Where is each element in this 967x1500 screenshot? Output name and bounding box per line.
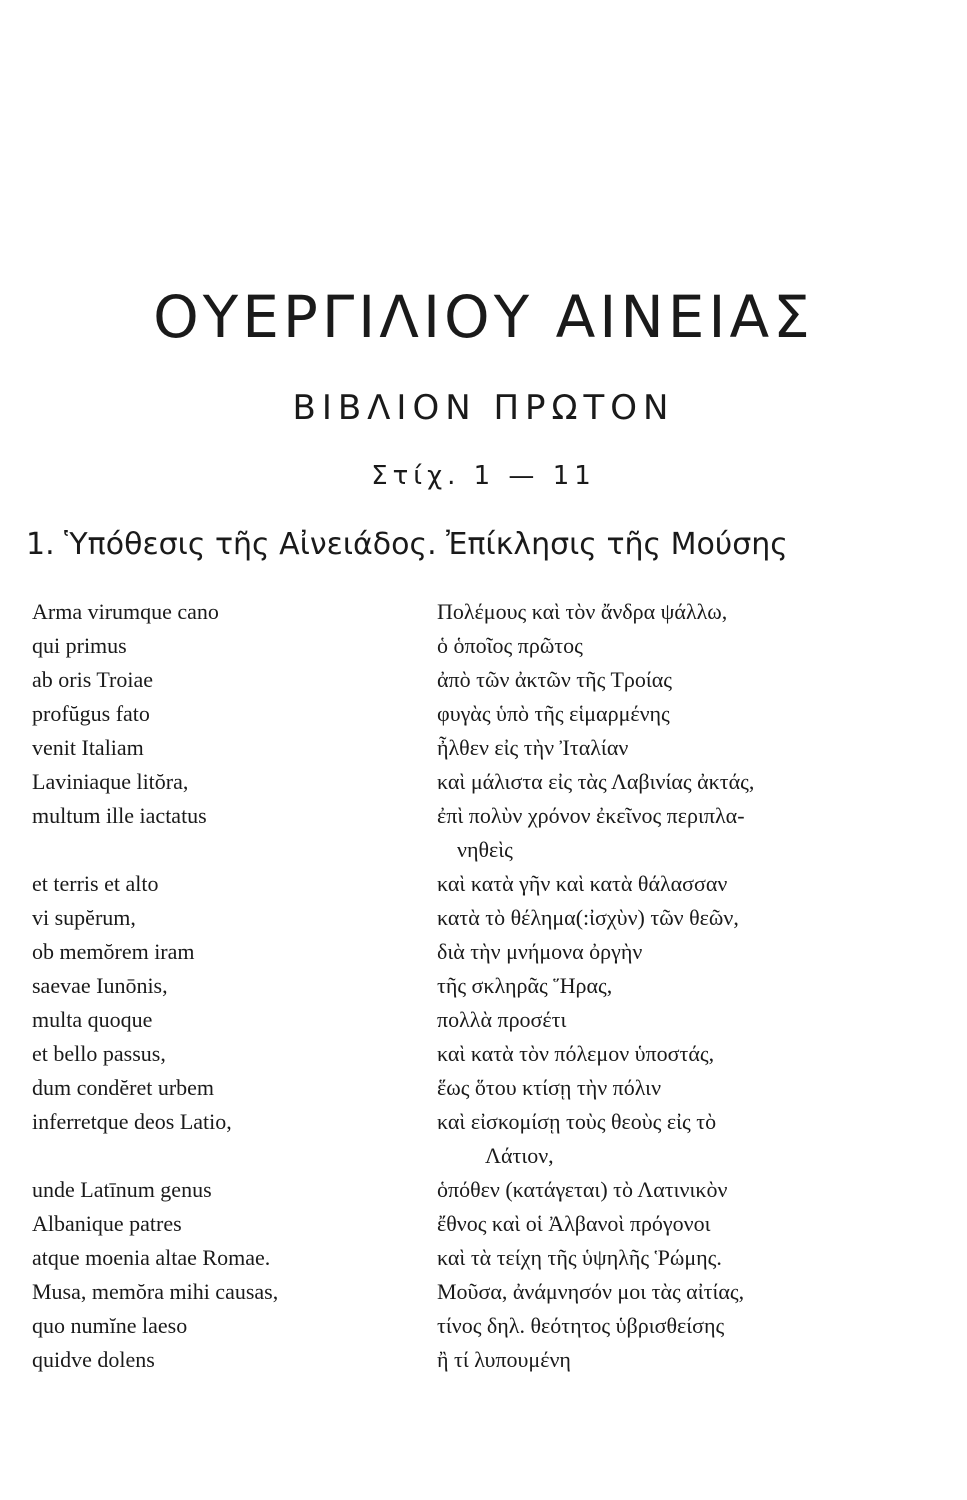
- greek-line: τίνος δηλ. θεότητος ὑβρισθείσης: [437, 1313, 725, 1338]
- latin-line: quo numĭne laeso: [32, 1313, 188, 1338]
- latin-line: venit Italiam: [32, 735, 144, 760]
- greek-line: τῆς σκληρᾶς Ἥρας,: [437, 973, 613, 998]
- latin-line: et terris et alto: [32, 871, 159, 896]
- latin-line: et bello passus,: [32, 1041, 166, 1066]
- greek-line: καὶ τὰ τείχη τῆς ὑψηλῆς Ῥώμης.: [437, 1245, 722, 1270]
- greek-line: Μοῦσα, ἀνάμνησόν μοι τὰς αἰτίας,: [437, 1279, 745, 1304]
- greek-line: καὶ μάλιστα εἰς τὰς Λαβινίας ἀκτάς,: [437, 769, 755, 794]
- latin-line: multa quoque: [32, 1007, 153, 1032]
- latin-line: multum ille iactatus: [32, 803, 207, 828]
- book-subtitle: ΒΙΒΛΙΟΝ ΠΡΩΤΟΝ: [292, 388, 675, 428]
- latin-line: quidve dolens: [32, 1347, 155, 1372]
- greek-line: ἀπὸ τῶν ἀκτῶν τῆς Τροίας: [437, 667, 673, 692]
- greek-line: Λάτιον,: [485, 1143, 554, 1168]
- latin-line: Musa, memŏra mihi causas,: [32, 1279, 279, 1304]
- greek-line: ἔθνος καὶ οἱ Ἀλβανοὶ πρόγονοι: [437, 1211, 711, 1236]
- latin-line: vi supĕrum,: [32, 905, 136, 930]
- latin-line: saevae Iunōnis,: [32, 973, 168, 998]
- greek-line: καὶ κατὰ γῆν καὶ κατὰ θάλασσαν: [437, 871, 728, 896]
- greek-line: ἐπὶ πολὺν χρόνον ἐκεῖνος περιπλα-: [437, 803, 745, 828]
- greek-line: διὰ τὴν μνήμονα ὀργὴν: [437, 939, 643, 964]
- greek-line: καὶ κατὰ τὸν πόλεμον ὑποστάς,: [437, 1041, 715, 1066]
- latin-line: Arma virumque cano: [32, 599, 219, 624]
- greek-line: ὁπόθεν (κατάγεται) τὸ Λατινικὸν: [437, 1177, 728, 1202]
- greek-line: νηθεὶς: [457, 837, 513, 862]
- greek-line: Πολέμους καὶ τὸν ἄνδρα ψάλλω,: [437, 599, 728, 624]
- section-heading: 1. Ὑπόθεσις τῆς Αἰνειάδος. Ἐπίκλησις τῆς Μούσης: [26, 527, 788, 562]
- greek-line: ἢ τί λυπουμένη: [437, 1347, 571, 1372]
- greek-line: καὶ εἰσκομίσῃ τοὺς θεοὺς εἰς τὸ: [437, 1109, 717, 1134]
- latin-line: ob memŏrem iram: [32, 939, 195, 964]
- greek-line: φυγὰς ὑπὸ τῆς εἱμαρμένης: [437, 701, 670, 726]
- greek-line: πολλὰ προσέτι: [437, 1007, 567, 1032]
- latin-line: inferretque deos Latio,: [32, 1109, 232, 1134]
- latin-line: profŭgus fato: [32, 701, 150, 726]
- latin-line: unde Latīnum genus: [32, 1177, 212, 1202]
- greek-line: ἦλθεν εἰς τὴν Ἰταλίαν: [437, 735, 629, 760]
- latin-line: atque moenia altae Romae.: [32, 1245, 271, 1270]
- greek-line: ἕως ὅτου κτίσῃ τὴν πόλιν: [437, 1075, 662, 1100]
- latin-line: Laviniaque litŏra,: [32, 769, 189, 794]
- latin-line: Albanique patres: [32, 1211, 182, 1236]
- latin-line: ab oris Troiae: [32, 667, 153, 692]
- latin-line: dum condĕret urbem: [32, 1075, 215, 1100]
- greek-line: ὁ ὁποῖος πρῶτος: [437, 633, 583, 658]
- greek-line: κατὰ τὸ θέλημα(:ἰσχὺν) τῶν θεῶν,: [437, 905, 739, 930]
- verse-range: Στίχ. 1 — 11: [371, 461, 596, 491]
- latin-line: qui primus: [32, 633, 127, 658]
- book-title: ΟΥΕΡΓΙΛΙΟΥ ΑΙΝΕΙΑΣ: [153, 283, 814, 351]
